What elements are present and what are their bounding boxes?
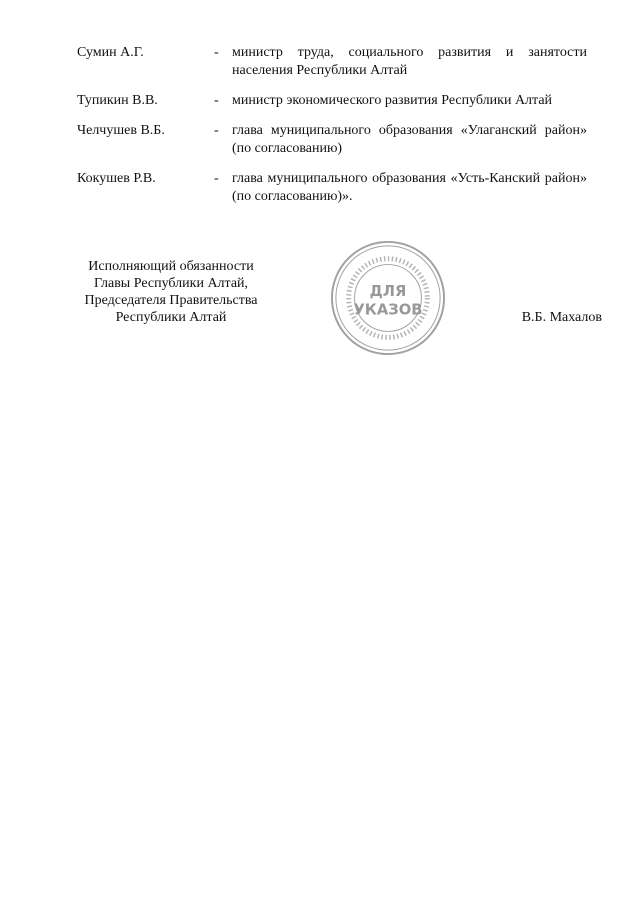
signer-name: В.Б. Махалов <box>521 310 602 325</box>
signatory-title-line: Исполняющий обязанности <box>88 259 254 274</box>
member-row <box>77 122 587 158</box>
stamp-text-line: УКАЗОВ <box>353 301 423 319</box>
member-name: Тупикин В.В. <box>77 93 158 108</box>
member-name: Челчушев В.Б. <box>77 123 165 138</box>
stamp-text-line: ДЛЯ <box>369 283 407 301</box>
member-dash: - <box>214 45 219 60</box>
member-dash: - <box>214 123 219 138</box>
member-name: Кокушев Р.В. <box>77 171 156 186</box>
member-name: Сумин А.Г. <box>77 45 144 60</box>
member-position: министр экономического развития Республики Алтай <box>232 93 553 108</box>
member-row <box>77 44 587 80</box>
member-position: глава муниципального образования «Усть-Канский район» (по согласованию)». <box>232 171 587 204</box>
official-seal-stamp <box>329 239 447 357</box>
member-row <box>77 170 587 206</box>
member-dash: - <box>214 171 219 186</box>
member-position: глава муниципального образования «Улаганский район» (по согласованию) <box>232 123 587 156</box>
member-dash: - <box>214 93 219 108</box>
commission-members-list <box>77 44 587 218</box>
member-row <box>77 92 587 110</box>
member-position: министр труда, социального развития и занятости населения Республики Алтай <box>232 45 587 78</box>
signatory-title-line: Председателя Правительства <box>84 293 258 308</box>
signatory-title-line: Республики Алтай <box>115 310 227 325</box>
signatory-title-block <box>76 258 266 326</box>
signatory-title-line: Главы Республики Алтай, <box>93 276 249 291</box>
